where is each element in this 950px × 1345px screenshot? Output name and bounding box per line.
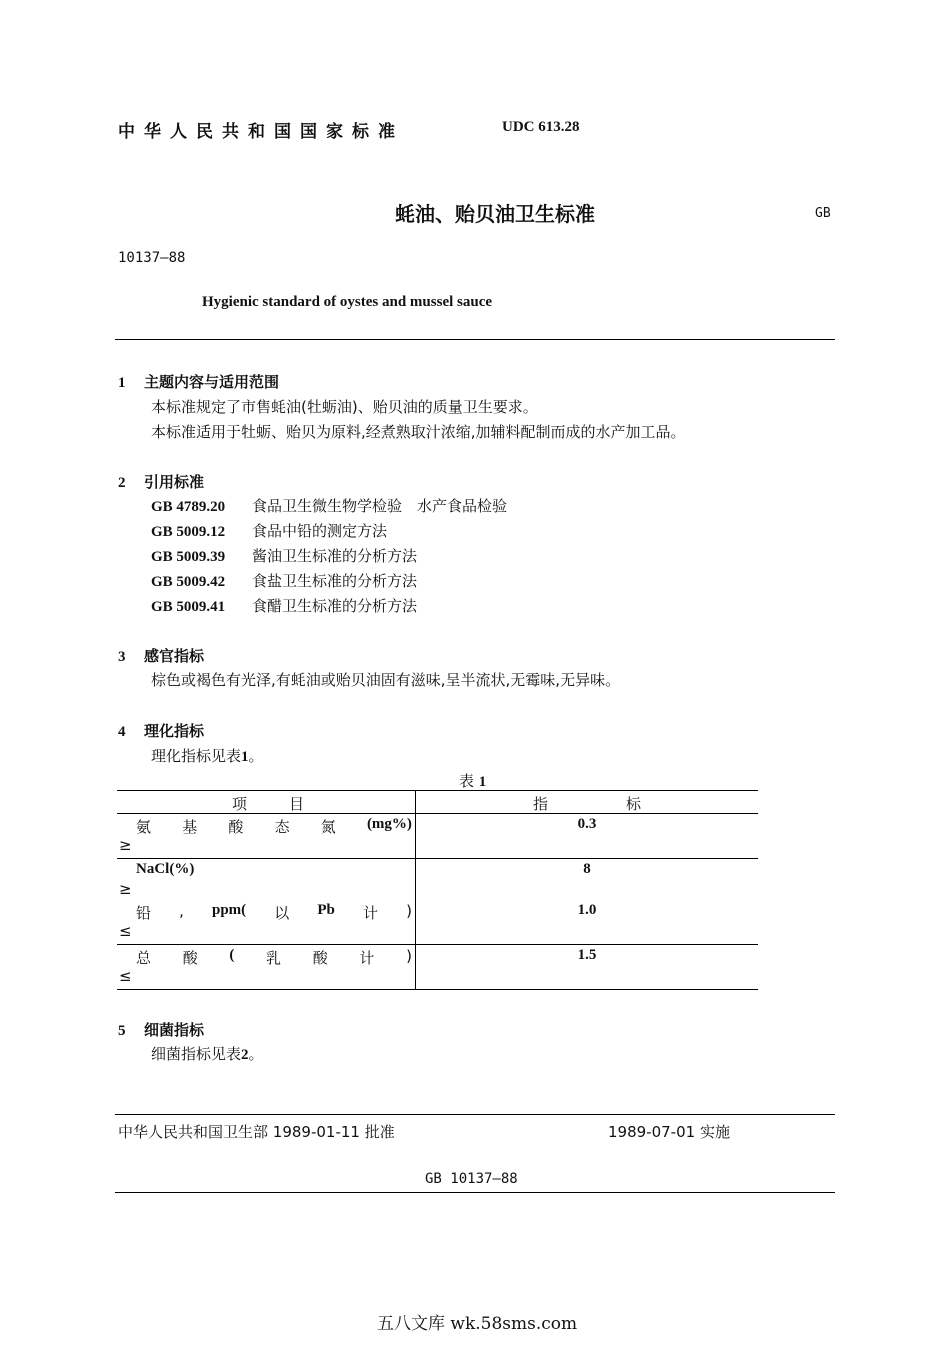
- standard-number: 10137—88: [118, 250, 186, 266]
- section-5-heading: 5 细菌指标: [118, 1021, 205, 1039]
- section-4-para: 理化指标见表1。: [151, 747, 264, 765]
- watermark: 五八文库 wk.58sms.com: [377, 1314, 578, 1334]
- table-row-item-name: NaCl(%): [136, 861, 195, 877]
- table-row-item-name: 总 酸 ( 乳 酸 计 ): [136, 947, 412, 967]
- table-row-comparator: ≥: [119, 836, 132, 854]
- table-row-comparator: ≤: [119, 922, 132, 940]
- table-rule-top: [117, 790, 758, 791]
- reference-item: GB 5009.42 食盐卫生标准的分析方法: [151, 572, 418, 590]
- section-5-para: 细菌指标见表2。: [151, 1045, 264, 1063]
- section-2-heading: 2 引用标准: [118, 473, 205, 491]
- english-title: Hygienic standard of oystes and mussel sauce: [202, 294, 493, 310]
- header-divider: [115, 339, 835, 340]
- section-3-heading: 3 感官指标: [118, 647, 205, 665]
- table-row-comparator: ≥: [119, 880, 132, 898]
- section-1-para-1: 本标准规定了市售蚝油(牡蛎油)、贻贝油的质量卫生要求。: [151, 398, 538, 416]
- table-column-divider: [415, 790, 416, 989]
- table-row-item-name: 氨 基 酸 态 氮 (mg%): [136, 816, 412, 836]
- table-rule-bottom: [117, 989, 758, 990]
- reference-item: GB 4789.20 食品卫生微生物学检验 水产食品检验: [151, 497, 508, 515]
- footer-divider-top: [115, 1114, 835, 1115]
- approval-date: 中华人民共和国卫生部 1989-01-11 批准: [118, 1123, 395, 1141]
- table-rule-header: [117, 813, 758, 814]
- national-standard-label: 中华人民共和国国家标准: [118, 122, 404, 142]
- gb-label: GB: [815, 206, 831, 221]
- table-header-value: 指 标: [533, 795, 642, 813]
- table-row-value: 1.5: [577, 947, 597, 963]
- table-1-caption: 表 1: [459, 772, 487, 790]
- section-1-para-2: 本标准适用于牡蛎、贻贝为原料,经煮熟取汁浓缩,加辅料配制而成的水产加工品。: [151, 423, 686, 441]
- table-row-item-name: 铅 , ppm( 以 Pb 计 ): [136, 902, 412, 922]
- reference-item: GB 5009.39 酱油卫生标准的分析方法: [151, 547, 418, 565]
- footer-standard-code: GB 10137—88: [425, 1171, 518, 1187]
- footer-divider-bottom: [115, 1192, 835, 1193]
- table-rule-row: [117, 858, 758, 859]
- table-row-value: 1.0: [577, 902, 597, 918]
- section-1-heading: 1 主题内容与适用范围: [118, 373, 280, 391]
- reference-item: GB 5009.41 食醋卫生标准的分析方法: [151, 597, 418, 615]
- udc-code: UDC 613.28: [502, 119, 580, 135]
- table-row-value: 0.3: [577, 816, 597, 832]
- section-3-para: 棕色或褐色有光泽,有蚝油或贻贝油固有滋味,呈半流状,无霉味,无异味。: [151, 671, 621, 689]
- table-row-value: 8: [583, 861, 591, 877]
- table-rule-row: [117, 944, 758, 945]
- reference-item: GB 5009.12 食品中铅的测定方法: [151, 522, 388, 540]
- section-4-heading: 4 理化指标: [118, 722, 205, 740]
- table-row-comparator: ≤: [119, 967, 132, 985]
- effective-date: 1989-07-01 实施: [608, 1123, 730, 1141]
- document-title: 蚝油、贻贝油卫生标准: [395, 202, 595, 226]
- table-header-item: 项 目: [232, 795, 305, 813]
